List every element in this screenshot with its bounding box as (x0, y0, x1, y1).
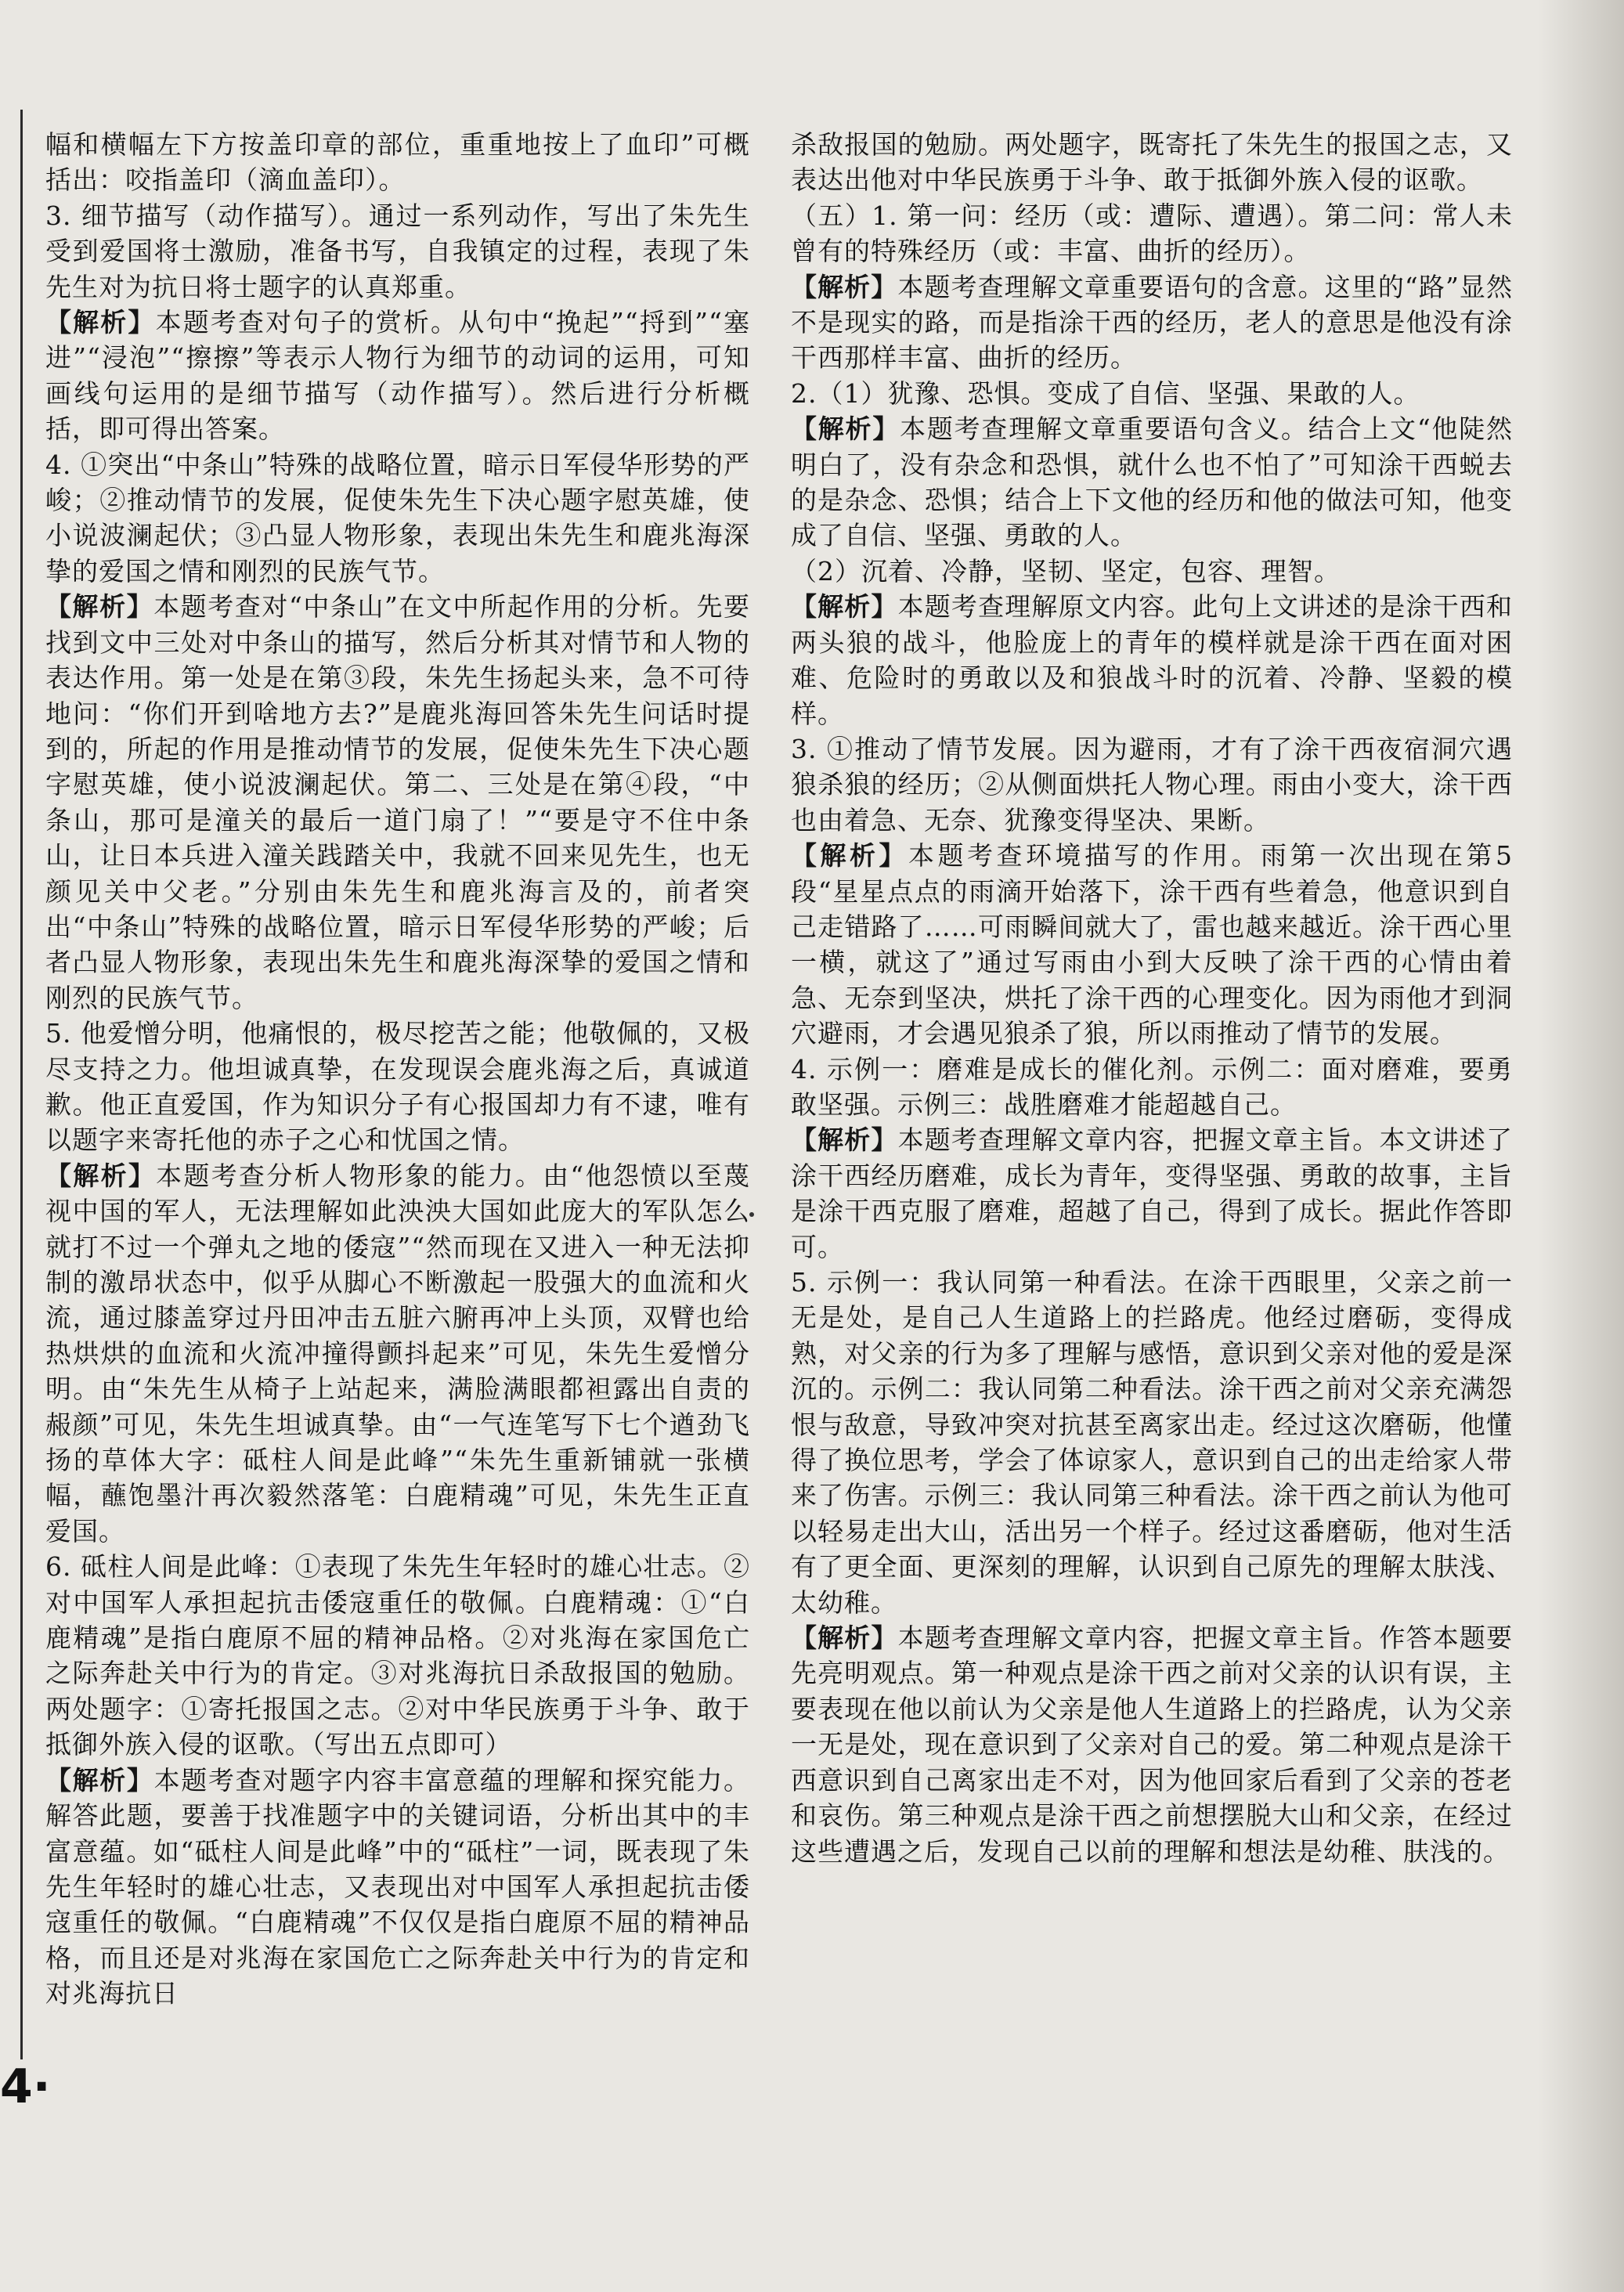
answer-paragraph: 6. 砥柱人间是此峰：①表现了朱先生年轻时的雄心壮志。②对中国军人承担起抗击倭寇重任的敬佩。白鹿精魂：①“白鹿精魂”是指白鹿原不屈的精神品格。②对兆海在家国危亡之际奔赴关中行为的肯定。③对兆海抗日杀敌报国的勉励。两处题字：①寄托报国之志。②对中华民族勇于斗争、敢于抵御外族入侵的讴歌。（写出五点即可） (45, 1551, 750, 1760)
analysis-paragraph (45, 305, 750, 447)
answer-paragraph: 4. ①突出“中条山”特殊的战略位置，暗示日军侵华形势的严峻；②推动情节的发展，促使朱先生下决心题字慰英雄，使小说波澜起伏；③凸显人物形象，表现出朱先生和鹿兆海深挚的爱国之情和刚烈的民族气节。 (45, 449, 750, 587)
page-number-dot: · (32, 2059, 51, 2114)
page-number (0, 2059, 51, 2114)
analysis-paragraph (791, 269, 1513, 376)
column-divider-line (20, 110, 23, 2059)
analysis-text: 本题考查对句子的赏析。从句中“挽起”“捋到”“塞进”“浸泡”“擦擦”等表示人物行为细节的动词的运用，可知画线句运用的是细节描写（动作描写）。然后进行分析概括，即可得出答案。 (45, 307, 751, 445)
page-number-value: 4 (0, 2059, 33, 2114)
analysis-paragraph (45, 1763, 750, 2012)
analysis-text: 本题考查理解文章内容，把握文章主旨。本文讲述了涂干西经历磨难，成长为青年，变得坚强、勇敢的故事，主旨是涂干西克服了磨难，超越了自己，得到了成长。据此作答即可。 (791, 1124, 1514, 1262)
analysis-paragraph (791, 589, 1513, 731)
answer-paragraph: 杀敌报国的勉励。两处题字，既寄托了朱先生的报国之志，又表达出他对中华民族勇于斗争、敢于抵御外族入侵的讴歌。 (791, 129, 1513, 196)
answer-paragraph: 5. 他爱憎分明，他痛恨的，极尽挖苦之能；他敬佩的，又极尽支持之力。他坦诚真挚，在发现误会鹿兆海之后，真诚道歉。他正直爱国，作为知识分子有心报国却力有不逮，唯有以题字来寄托他的赤子之心和忧国之情。 (45, 1018, 750, 1156)
analysis-text: 本题考查分析人物形象的能力。由“他怨愤以至蔑视中国的军人，无法理解如此泱泱大国如此庞大的军队怎么就打不过一个弹丸之地的倭寇”“然而现在又进入一种无法抑制的激昂状态中，似乎从脚心不断激起一股强大的血流和火流，通过膝盖穿过丹田冲击五脏六腑再冲上头顶，双臂也给热烘烘的血流和火流冲撞得颤抖起来”可见，朱先生爱憎分明。由“朱先生从椅子上站起来，满脸满眼都袒露出自责的赧颜”可见，朱先生坦诚真挚。由“一气连笔写下七个遒劲飞扬的草体大字：砥柱人间是此峰”“朱先生重新铺就一张横幅，蘸饱墨汁再次毅然落笔：白鹿精魂”可见，朱先生正直爱国。 (45, 1160, 750, 1547)
analysis-text: 本题考查理解文章内容，把握文章主旨。作答本题要先亮明观点。第一种观点是涂干西之前对父亲的认识有误，主要表现在他以前认为父亲是他人生道路上的拦路虎，认为父亲一无是处，现在意识到了父亲对自己的爱。第二种观点是涂干西意识到自己离家出走不对，因为他回家后看到了父亲的苍老和哀伤。第三种观点是涂干西之前想摆脱大山和父亲，在经过这些遭遇之后，发现自己以前的理解和想法是幼稚、肤浅的。 (791, 1622, 1514, 1867)
answer-paragraph: 3. ①推动了情节发展。因为避雨，才有了涂干西夜宿洞穴遇狼杀狼的经历；②从侧面烘托人物心理。雨由小变大，涂干西也由着急、无奈、犹豫变得坚决、果断。 (791, 733, 1513, 836)
answer-paragraph: 5. 示例一：我认同第一种看法。在涂干西眼里，父亲之前一无是处，是自己人生道路上的拦路虎。他经过磨砺，变得成熟，对父亲的行为多了理解与感悟，意识到父亲对他的爱是深沉的。示例二：我认同第二种看法。涂干西之前对父亲充满怨恨与敌意，导致冲突对抗甚至离家出走。经过这次磨砺，他懂得了换位思考，学会了体谅家人，意识到自己的出走给家人带来了伤害。示例三：我认同第三种看法。涂干西之前认为他可以轻易走出大山，活出另一个样子。经过这番磨砺，他对生活有了更全面、更深刻的理解，认识到自己原先的理解太肤浅、太幼稚。 (791, 1267, 1513, 1618)
right-column (791, 127, 1513, 1869)
analysis-text: 本题考查理解文章重要语句的含意。这里的“路”显然不是现实的路，而是指涂干西的经历，老人的意思是他没有涂干西那样丰富、曲折的经历。 (791, 271, 1514, 374)
analysis-tag: 【解析】 (45, 591, 154, 623)
analysis-tag: 【解析】 (791, 591, 898, 623)
answer-paragraph: （五）1. 第一问：经历（或：遭际、遭遇）。第二问：常人未曾有的特殊经历（或：丰富、曲折的经历）。 (791, 200, 1513, 267)
answer-paragraph: 2.（1）犹豫、恐惧。变成了自信、坚强、果敢的人。 (791, 377, 1420, 409)
analysis-tag: 【解析】 (791, 413, 900, 445)
left-column (45, 127, 750, 2012)
analysis-paragraph (791, 411, 1513, 554)
analysis-tag: 【解析】 (45, 1764, 154, 1796)
analysis-tag: 【解析】 (791, 840, 908, 872)
analysis-text: 本题考查理解原文内容。此句上文讲述的是涂干西和两头狼的战斗，他脸庞上的青年的模样就是涂干西在面对困难、危险时的勇敢以及和狼战斗时的沉着、冷静、坚毅的模样。 (791, 591, 1514, 729)
answer-paragraph: 3. 细节描写（动作描写）。通过一系列动作，写出了朱先生受到爱国将士激励，准备书写，自我镇定的过程，表现了朱先生对为抗日将士题字的认真郑重。 (45, 200, 750, 302)
answer-paragraph: 幅和横幅左下方按盖印章的部位，重重地按上了血印”可概括出：咬指盖印（滴血盖印）。 (45, 129, 750, 196)
analysis-tag: 【解析】 (791, 1622, 898, 1654)
answer-paragraph: 4. 示例一：磨难是成长的催化剂。示例二：面对磨难，要勇敢坚强。示例三：战胜磨难才能超越自己。 (791, 1053, 1513, 1120)
analysis-tag: 【解析】 (45, 1160, 157, 1191)
analysis-text: 本题考查对题字内容丰富意蕴的理解和探究能力。解答此题，要善于找准题字中的关键词语，分析出其中的丰富意蕴。如“砥柱人间是此峰”中的“砥柱”一词，既表现了朱先生年轻时的雄心壮志，又表现出对中国军人承担起抗击倭寇重任的敬佩。“白鹿精魂”不仅仅是指白鹿原不屈的精神品格，而且还是对兆海在家国危亡之际奔赴关中行为的肯定和对兆海抗日 (45, 1764, 751, 2009)
analysis-tag: 【解析】 (791, 271, 898, 302)
analysis-paragraph (791, 1620, 1513, 1869)
analysis-text: 本题考查理解文章重要语句含义。结合上文“他陡然明白了，没有杂念和恐惧，就什么也不怕了”可知涂干西蜕去的是杂念、恐惧；结合上下文他的经历和他的做法可知，他变成了自信、坚强、勇敢的人。 (791, 413, 1514, 551)
analysis-paragraph (45, 1158, 750, 1549)
analysis-paragraph (791, 1122, 1513, 1265)
analysis-text: 本题考查环境描写的作用。雨第一次出现在第5段“星星点点的雨滴开始落下，涂干西有些着急，他意识到自己走错路了……可雨瞬间就大了，雷也越来越近。涂干西心里一横，就这了”通过写雨由小到大反映了涂干西的心情由着急、无奈到坚决，烘托了涂干西的心理变化。因为雨他才到洞穴避雨，才会遇见狼杀了狼，所以雨推动了情节的发展。 (791, 840, 1513, 1049)
analysis-tag: 【解析】 (791, 1124, 898, 1156)
answer-paragraph: （2）沉着、冷静，坚韧、坚定，包容、理智。 (791, 555, 1341, 587)
analysis-text: 本题考查对“中条山”在文中所起作用的分析。先要找到文中三处对中条山的描写，然后分析其对情节和人物的表达作用。第一处是在第③段，朱先生扬起头来，急不可待地问：“你们开到啥地方去?”是鹿兆海回答朱先生问话时提到的，所起的作用是推动情节的发展，促使朱先生下决心题字慰英雄，使小说波澜起伏。第二、三处是在第④段，“中条山，那可是潼关的最后一道门扇了！”“要是守不住中条山，让日本兵进入潼关践踏关中，我就不回来见先生，也无颜见关中父老。”分别由朱先生和鹿兆海言及的，前者突出“中条山”特殊的战略位置，暗示日军侵华形势的严峻；后者凸显人物形象，表现出朱先生和鹿兆海深挚的爱国之情和刚烈的民族气节。 (45, 591, 751, 1013)
analysis-paragraph (791, 838, 1513, 1051)
analysis-paragraph (45, 589, 750, 1016)
analysis-tag: 【解析】 (45, 307, 156, 338)
page-edge-shadow (1538, 0, 1624, 2292)
